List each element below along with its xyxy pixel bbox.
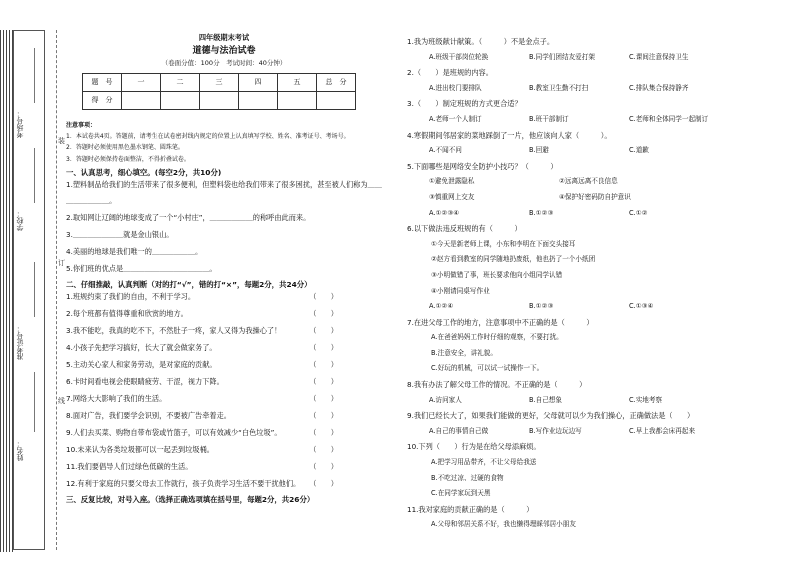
true-false-list — [66, 288, 382, 492]
note-item: 3．答题时必须保持卷面整洁，不得折叠试卷。 — [66, 155, 190, 163]
score-row-label: 得 分 — [83, 91, 122, 109]
choice-question: 3.（ ）制定班规的方式更合适？ — [407, 99, 522, 109]
true-false-text: 9.人们去买菜、购物自带布袋或竹篮子，可以有效减少“白色垃圾”。 — [66, 428, 282, 438]
choice-option[interactable]: B.不吃过凉、过硬的食物 — [431, 473, 504, 482]
score-header-cell: 三 — [200, 73, 239, 91]
exam-room-line — [34, 48, 35, 103]
choice-option[interactable]: B.同学们团结友爱打架 — [529, 52, 595, 61]
choice-option[interactable]: A.父母和邻居关系不好，我也懒得理睬邻居小朋友 — [431, 520, 576, 529]
true-false-text: 5.主动关心家人和家务劳动，是对家庭的贡献。 — [66, 360, 217, 370]
score-header-cell: 五 — [278, 73, 317, 91]
section1-heading: 一、认真思考，细心填空。(每空2分，共10分) — [66, 168, 222, 178]
choice-option[interactable]: C.排队集合保持静齐 — [629, 83, 689, 92]
section3-heading: 三、反复比较，对号入座。（选择正确选项填在括号里，每题2分，共26分） — [66, 495, 315, 505]
true-false-item — [66, 441, 382, 458]
choice-options — [407, 190, 787, 206]
score-table — [82, 73, 356, 110]
left-column — [66, 34, 382, 503]
answer-parentheses[interactable]: （ ） — [309, 309, 338, 319]
choice-question: 7.在进父母工作的地方，注意事项中不正确的是（ ） — [407, 317, 594, 327]
true-false-text: 2.每个班都有值得尊重和欣赏的地方。 — [66, 309, 188, 319]
choice-option[interactable]: ④保护好密码防自护意识 — [559, 192, 631, 201]
choice-option[interactable]: C.①③④ — [629, 302, 654, 311]
ticket-number-field: 准考证号： — [16, 325, 24, 360]
fill-blank-item: 2.取知网让辽阔的地球变成了一个“小村庄”，＿＿＿＿＿＿的称呼由此而来。 — [66, 212, 311, 222]
score-cell[interactable] — [317, 91, 356, 109]
exam-title: 四年级期末考试 — [198, 33, 250, 42]
school-line — [34, 148, 35, 203]
choice-options — [407, 81, 787, 97]
notes-heading: 注意事项： — [66, 121, 97, 129]
choice-question: 10.下列（ ）行为是在给父母添麻烦。 — [407, 442, 541, 452]
choice-option[interactable]: C.早上我都会床再起来 — [629, 426, 696, 435]
true-false-text: 11.我们要倡导人们过绿色低碳的生活。 — [66, 462, 193, 472]
true-false-item — [66, 305, 382, 322]
true-false-item — [66, 322, 382, 339]
true-false-text: 1.班规约束了我们的自由，不利于学习。 — [66, 292, 196, 302]
true-false-item — [66, 373, 382, 390]
choice-option[interactable]: C.老师和全体同学一起制订 — [629, 114, 709, 123]
answer-parentheses[interactable]: （ ） — [309, 411, 338, 421]
note-item: 2．答题时必须使用黑色墨水钢笔、圆珠笔。 — [66, 144, 184, 152]
true-false-item — [66, 288, 382, 305]
fill-blank-item: 3.＿＿＿＿＿＿＿就是金山银山。 — [66, 229, 174, 239]
true-false-item — [66, 390, 382, 407]
choice-option[interactable]: A.自己的事情自己做 — [429, 426, 489, 435]
note-item: 1．本试卷共4页。答题前，请考生在试卷密封线内规定的位置上认真填写学校、姓名、准考证号、考场号。 — [66, 133, 350, 141]
seal-char: 订 — [58, 259, 65, 267]
choice-option[interactable]: A.老师一个人制订 — [429, 114, 482, 123]
true-false-text: 3.我不能吃，我真的吃不下，不然肚子一疼，家人又得为我操心了！ — [66, 326, 282, 336]
choice-option[interactable]: B.注意安全，讲礼貌。 — [431, 348, 497, 357]
choice-option[interactable]: ③小明做错了事，班长要求他向小组同学认错 — [431, 270, 563, 279]
choice-option[interactable]: ①避免泄露隐私 — [429, 177, 475, 186]
score-cell[interactable] — [122, 91, 161, 109]
answer-parentheses[interactable]: （ ） — [309, 343, 338, 353]
choice-question: 2.（ ）是班规的内容。 — [407, 68, 493, 78]
exam-room-field: 考场号： — [16, 110, 24, 138]
choice-option[interactable]: B.回避 — [529, 146, 549, 155]
score-cell[interactable] — [239, 91, 278, 109]
answer-parentheses[interactable]: （ ） — [309, 462, 338, 472]
score-cell[interactable] — [200, 91, 239, 109]
exam-meta: （卷面分值：100分 考试时间：40分钟） — [161, 59, 287, 68]
true-false-item — [66, 356, 382, 373]
choice-option[interactable]: A.进出校门要排队 — [429, 83, 482, 92]
choice-option[interactable]: C.好玩的机械，可以试一试操作一下。 — [431, 364, 544, 373]
fill-blank-item: 5.你们班的优点是＿＿＿＿＿＿＿＿＿＿＿＿。 — [66, 263, 217, 273]
score-cell[interactable] — [278, 91, 317, 109]
choice-option[interactable]: C.在同学家玩到天黑 — [431, 489, 491, 498]
true-false-item — [66, 339, 382, 356]
score-header-row — [83, 73, 356, 91]
right-column — [407, 34, 787, 533]
choice-option[interactable]: B.①②③ — [529, 302, 554, 311]
score-value-row — [83, 91, 356, 109]
answer-parentheses[interactable]: （ ） — [309, 360, 338, 370]
score-header-cell: 一 — [122, 73, 161, 91]
choice-option[interactable]: A.把学习用品带齐，不让父母给我送 — [431, 458, 537, 467]
seal-dashed-line — [56, 30, 57, 550]
choice-question: 5.下面哪些是网络安全防护小技巧？（ ） — [407, 161, 558, 171]
answer-parentheses[interactable]: （ ） — [309, 326, 338, 336]
fill-blank-item: 1.塑料制品给我们的生活带来了很多便利，但塑料袋也给我们带来了很多困扰，甚至被人们称为＿＿＿＿＿＿＿＿。 — [66, 179, 382, 205]
name-field: 姓名： — [16, 440, 24, 461]
name-line — [34, 372, 35, 432]
true-false-text: 7.网络大大影响了我们的生活。 — [66, 394, 167, 404]
choice-option[interactable]: B.班干部制订 — [529, 114, 569, 123]
true-false-item — [66, 424, 382, 441]
choice-option[interactable]: A.①②③④ — [429, 208, 460, 217]
choice-option[interactable]: ②赵方看到教室的同学随地扔废纸，他也扔了一个小纸团 — [431, 255, 596, 264]
choice-options — [407, 174, 787, 190]
choice-option[interactable]: B.教室卫生勤不打扫 — [529, 83, 589, 92]
choice-options — [407, 393, 787, 409]
choice-question: 9.我们已经长大了，如果我们能做的更好，父母就可以少为我们操心，正确做法是（ ） — [407, 411, 695, 421]
score-header-cell: 题 号 — [83, 73, 122, 91]
binding-strip — [0, 0, 54, 562]
seal-char: 装 — [58, 137, 65, 145]
choice-question: 8.我有办法了解父母工作的情况。不正确的是（ ） — [407, 380, 587, 390]
choice-option[interactable]: C.①② — [629, 208, 648, 217]
answer-parentheses[interactable]: （ ） — [309, 394, 338, 404]
answer-parentheses[interactable]: （ ） — [309, 377, 338, 387]
score-header-cell: 二 — [161, 73, 200, 91]
choice-option[interactable]: ①今天是新老师上课，小东和李明在下面交头接耳 — [431, 239, 576, 248]
true-false-text: 6.卡时间看电视会使眼睛疲劳、干涩，视力下降。 — [66, 377, 224, 387]
true-false-text: 12.有利于家庭的只要父母去工作就行，孩子负责学习生活不要干扰他们。 — [66, 479, 301, 489]
answer-parentheses[interactable]: （ ） — [309, 479, 338, 489]
answer-parentheses[interactable]: （ ） — [309, 428, 338, 438]
choice-option[interactable]: C.课间注意保持卫生 — [629, 52, 689, 61]
ticket-number-line — [34, 262, 35, 317]
choice-option[interactable]: ③慎重网上交友 — [429, 192, 475, 201]
exam-notes — [66, 120, 382, 166]
true-false-text: 10.未来认为各类垃圾都可以一起丢到垃圾桶。 — [66, 445, 214, 455]
choice-options — [407, 299, 787, 315]
seal-char: 线 — [58, 397, 65, 405]
true-false-text: 4.小孩子先把学习搞好，长大了就会做家务了。 — [66, 343, 217, 353]
choice-question: 6.以下做法违反班规的有（ ） — [407, 224, 522, 234]
subject-title: 道德与法治试卷 — [192, 46, 256, 57]
choice-options — [407, 206, 787, 222]
true-false-item — [66, 407, 382, 424]
choice-options — [407, 50, 787, 66]
choice-question: 1.我为班级献计献策。（ ）不是金点子。 — [407, 37, 555, 46]
choice-option[interactable]: A.不闻不问 — [429, 146, 462, 155]
choice-option[interactable]: B.自己想象 — [529, 395, 562, 404]
true-false-item — [66, 475, 382, 492]
choice-option[interactable]: A.在爸爸妈妈工作时仔细的观察，不要打扰。 — [431, 333, 563, 342]
choice-option[interactable]: A.班级干部岗位轮换 — [429, 52, 489, 61]
school-field: 学校： — [16, 210, 24, 231]
choice-option[interactable]: ④小刚请同桌写作业 — [431, 286, 490, 295]
true-false-item — [66, 458, 382, 475]
section2-heading: 二、仔细推敲，认真判断（对的打“√”，错的打“×”，每题2分，共24分） — [66, 279, 312, 289]
choice-option[interactable]: C.道歉 — [629, 146, 649, 155]
choice-options — [407, 143, 787, 159]
choice-option[interactable]: A.①②④ — [429, 302, 454, 311]
answer-parentheses[interactable]: （ ） — [309, 445, 338, 455]
choice-question: 11.我对家庭的贡献正确的是（ ） — [407, 504, 534, 514]
score-header-cell: 四 — [239, 73, 278, 91]
choice-option[interactable]: B.写作业边玩边写 — [529, 426, 582, 435]
fill-blank-list — [66, 177, 382, 277]
score-cell[interactable] — [161, 91, 200, 109]
choice-option[interactable]: B.①②③ — [529, 208, 554, 217]
choice-option[interactable]: C.实地考察 — [629, 395, 663, 404]
choice-options — [407, 112, 787, 128]
score-header-cell: 总 分 — [317, 73, 356, 91]
choice-option[interactable]: ②远离远离不良信息 — [559, 177, 618, 186]
choice-question: 4.寒假期间邻居家的菜地踩倒了一片，他应该向人家（ ）。 — [407, 130, 612, 140]
choice-options — [407, 424, 787, 440]
fill-blank-item: 4.美丽的地球是我们唯一的＿＿＿＿＿＿。 — [66, 246, 203, 256]
answer-parentheses[interactable]: （ ） — [309, 292, 338, 302]
choice-option[interactable]: A.访问家人 — [429, 395, 462, 404]
binding-hatch — [0, 30, 13, 552]
true-false-text: 8.面对广告，我们要学会识别，不要被广告牵着走。 — [66, 411, 231, 421]
binding-box — [13, 30, 45, 550]
